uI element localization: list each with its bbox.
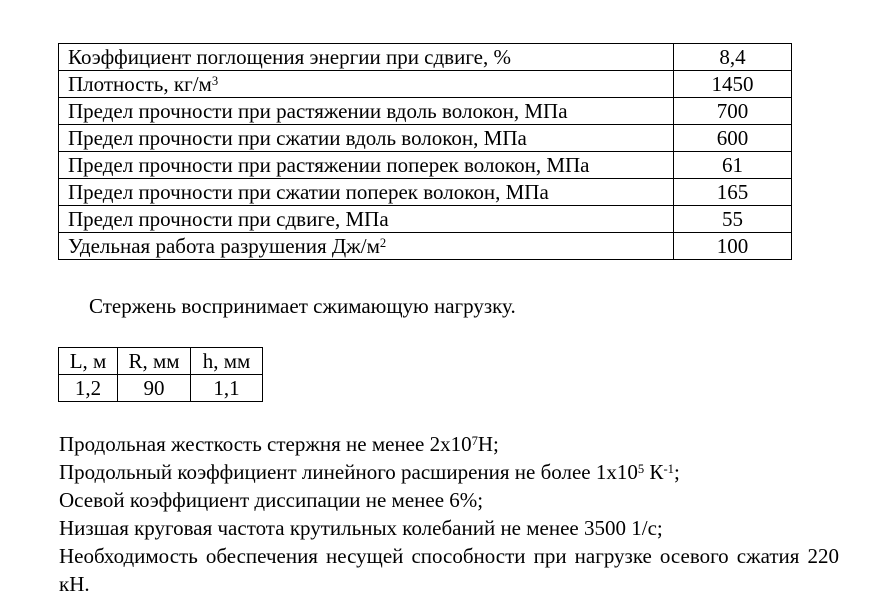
- property-name: [59, 233, 674, 260]
- property-name-text: Удельная работа разрушения Дж/м: [68, 234, 380, 258]
- property-name-text: Плотность, кг/м: [68, 72, 212, 96]
- property-name: Предел прочности при сжатии поперек волокон, МПа: [59, 179, 674, 206]
- property-value: 55: [674, 206, 792, 233]
- requirement-text: К: [644, 460, 664, 484]
- table-row: [59, 71, 792, 98]
- table-row: [59, 375, 263, 402]
- superscript: 2: [379, 235, 387, 250]
- requirement-dissipation: Осевой коэффициент диссипации не менее 6%;: [59, 488, 484, 512]
- table-row: [59, 152, 792, 179]
- property-value: 100: [674, 233, 792, 260]
- requirement-text: Н;: [477, 432, 499, 456]
- column-header: R, мм: [118, 348, 191, 375]
- table-cell: 90: [118, 375, 191, 402]
- requirement-text: Продольный коэффициент линейного расширения не более 1х10: [59, 460, 638, 484]
- superscript: 3: [211, 73, 219, 88]
- property-name: Предел прочности при растяжении поперек волокон, МПа: [59, 152, 674, 179]
- intro-paragraph: Стержень воспринимает сжимающую нагрузку.: [89, 294, 516, 318]
- requirement-text: ;: [673, 460, 680, 484]
- property-value: 165: [674, 179, 792, 206]
- table-row: [59, 179, 792, 206]
- requirement-expansion: [59, 458, 839, 486]
- property-name: Предел прочности при растяжении вдоль волокон, МПа: [59, 98, 674, 125]
- property-value: 8,4: [674, 44, 792, 71]
- table-row: [59, 125, 792, 152]
- requirement-frequency: Низшая круговая частота крутильных колебаний не менее 3500 1/с;: [59, 516, 663, 540]
- property-name: Предел прочности при сдвиге, МПа: [59, 206, 674, 233]
- table-header-row: [59, 348, 263, 375]
- table-row: [59, 44, 792, 71]
- requirement-text: Продольная жесткость стержня не менее 2х10: [59, 432, 472, 456]
- table-row: [59, 233, 792, 260]
- column-header: h, мм: [191, 348, 263, 375]
- property-value: 600: [674, 125, 792, 152]
- property-name: Предел прочности при сжатии вдоль волокон, МПа: [59, 125, 674, 152]
- table-cell: 1,1: [191, 375, 263, 402]
- requirement-load-capacity: Необходимость обеспечения несущей способности при нагрузке осевого сжатия 220 кН.: [59, 544, 839, 596]
- column-header: L, м: [59, 348, 118, 375]
- property-value: 1450: [674, 71, 792, 98]
- property-value: 61: [674, 152, 792, 179]
- table-row: [59, 206, 792, 233]
- superscript: -1: [663, 461, 674, 476]
- dimensions-table: [58, 347, 263, 402]
- property-name: Коэффициент поглощения энергии при сдвиге, %: [59, 44, 674, 71]
- property-name: [59, 71, 674, 98]
- superscript: 5: [637, 461, 645, 476]
- table-cell: 1,2: [59, 375, 118, 402]
- superscript: 7: [471, 433, 478, 448]
- material-properties-table: [58, 43, 792, 260]
- requirements-list: [59, 430, 839, 598]
- property-value: 700: [674, 98, 792, 125]
- table-row: [59, 98, 792, 125]
- requirement-stiffness: [59, 430, 839, 458]
